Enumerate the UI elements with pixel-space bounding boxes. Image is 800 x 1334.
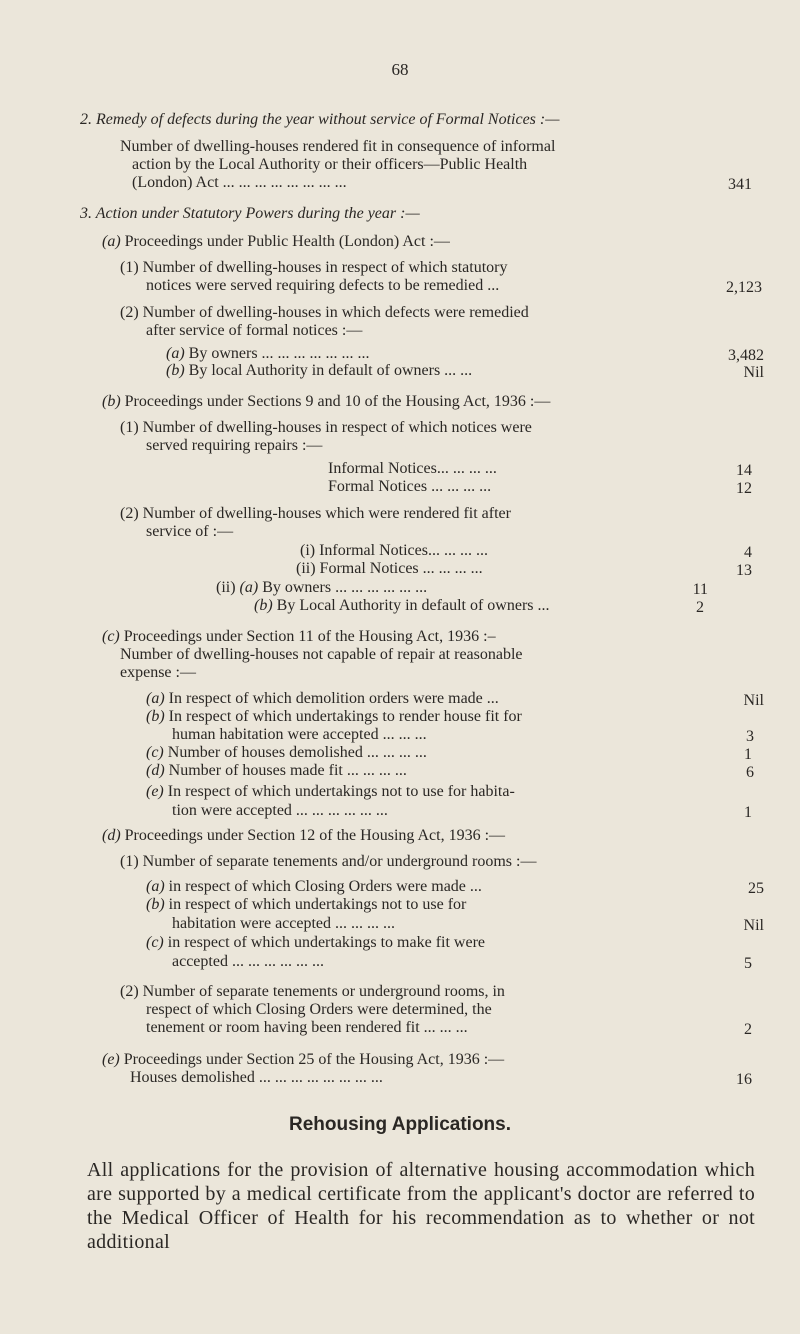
by-local-authority-value: 2	[696, 599, 704, 616]
section-3c-item-b	[146, 707, 522, 727]
rendered-fit-informal-value: 4	[744, 544, 752, 561]
section-3b-1-line-2: served requiring repairs :—	[146, 437, 323, 454]
item-label: (c)	[146, 744, 164, 761]
section-3b-2-line-1: (2) Number of dwelling-houses which were rendered fit after	[120, 505, 511, 522]
section-2-value: 341	[728, 176, 752, 193]
section-3e-heading	[102, 1050, 504, 1070]
section-3a-1-line-2: notices were served requiring defects to be remedied ...	[146, 277, 500, 294]
formal-notices-row: Formal Notices ... ... ... ...	[328, 478, 492, 495]
by-local-authority-label: (b)	[254, 597, 273, 614]
section-3e-line: Houses demolished ... ... ... ... ... ... ... ...	[130, 1069, 383, 1086]
section-3d-2-line-2: respect of which Closing Orders were determined, the	[146, 1001, 492, 1018]
section-3c-item-e-value: 1	[744, 804, 752, 821]
owners-value: 3,482	[728, 347, 764, 364]
section-3c-item-a	[146, 689, 499, 709]
section-3c-item-c-value: 1	[744, 746, 752, 763]
authority-label: (b)	[166, 362, 185, 379]
section-3b-heading	[102, 392, 550, 412]
item-label: (a)	[146, 878, 165, 895]
item-text: in respect of which Closing Orders were made ...	[168, 878, 482, 895]
section-3d-item-b	[146, 895, 466, 915]
section-3d-item-a	[146, 877, 482, 897]
section-3c-text: Proceedings under Section 11 of the Housing Act, 1936 :–	[123, 628, 496, 645]
section-3c-item-d	[146, 761, 407, 781]
section-3d-2-line-3: tenement or room having been rendered fit ... ... ...	[146, 1019, 468, 1036]
section-3a-label: (a)	[102, 233, 121, 250]
section-3b-text: Proceedings under Sections 9 and 10 of the Housing Act, 1936 :—	[124, 393, 551, 410]
rendered-fit-informal-row: (i) Informal Notices... ... ... ...	[300, 542, 488, 559]
item-text: in respect of which undertakings not to use for	[168, 896, 467, 913]
owners-label: (a)	[166, 345, 185, 362]
rehousing-paragraph: All applications for the provision of alternative housing accommodation which are supported by a medical certificate from the applicant's doctor are referred to the Medical Officer of Health for his recommendation as to whether or not additional	[87, 1159, 755, 1253]
section-3d-heading	[102, 826, 505, 846]
authority-row	[166, 361, 472, 381]
item-text: In respect of which demolition orders were made ...	[168, 690, 499, 707]
section-3c-item-b-value: 3	[746, 728, 754, 745]
section-3b-1-line-1: (1) Number of dwelling-houses in respect of which notices were	[120, 419, 532, 436]
section-3d-item-c	[146, 933, 485, 953]
section-3d-item-b-value: Nil	[743, 917, 764, 934]
section-3d-2-value: 2	[744, 1021, 752, 1038]
by-local-authority-row	[254, 596, 550, 616]
section-3c-heading	[102, 627, 496, 647]
by-owners-row	[216, 578, 427, 598]
section-3a-1-value: 2,123	[726, 279, 762, 296]
formal-notices-value: 12	[736, 480, 752, 497]
section-3c-item-c	[146, 743, 427, 763]
by-owners-label: (a)	[239, 579, 259, 596]
authority-text: By local Authority in default of owners ... ...	[188, 362, 473, 379]
section-3b-2-line-2: service of :—	[146, 523, 234, 540]
by-owners-text: By owners ... ... ... ... ... ...	[262, 579, 428, 596]
section-3c-item-a-value: Nil	[743, 692, 764, 709]
section-3c-line-2: expense :—	[120, 664, 196, 681]
section-3e-value: 16	[736, 1071, 752, 1088]
section-3b-label: (b)	[102, 393, 121, 410]
by-owners-prefix: (ii)	[216, 579, 236, 596]
informal-notices-value: 14	[736, 462, 752, 479]
rehousing-heading: Rehousing Applications.	[288, 1114, 512, 1135]
by-owners-value: 11	[692, 581, 708, 598]
section-3a-text: Proceedings under Public Health (London) Act :—	[124, 233, 450, 250]
item-text: in respect of which undertakings to make fit were	[167, 934, 485, 951]
item-text: In respect of which undertakings not to use for habita-	[167, 783, 515, 800]
rendered-fit-formal-row: (ii) Formal Notices ... ... ... ...	[296, 560, 483, 577]
item-label: (a)	[146, 690, 165, 707]
item-text: Number of houses demolished ... ... ... ...	[167, 744, 427, 761]
informal-notices-row: Informal Notices... ... ... ...	[328, 460, 497, 477]
by-local-authority-text: By Local Authority in default of owners ...	[276, 597, 550, 614]
section-3c-item-d-value: 6	[746, 764, 754, 781]
authority-value: Nil	[743, 364, 764, 381]
section-3d-item-c-line-2: accepted ... ... ... ... ... ...	[172, 953, 324, 970]
section-3c-item-e-line-2: tion were accepted ... ... ... ... ... ...	[172, 802, 388, 819]
section-3a-2-line-2: after service of formal notices :—	[146, 322, 363, 339]
item-label: (b)	[146, 896, 165, 913]
section-3d-item-b-line-2: habitation were accepted ... ... ... ...	[172, 915, 396, 932]
section-2-line-3: (London) Act ... ... ... ... ... ... ... ...	[132, 174, 347, 191]
section-3c-line-1: Number of dwelling-houses not capable of repair at reasonable	[120, 646, 523, 663]
section-3a-2-line-1: (2) Number of dwelling-houses in which defects were remedied	[120, 304, 529, 321]
item-label: (e)	[146, 783, 164, 800]
owners-text: By owners ... ... ... ... ... ... ...	[188, 345, 370, 362]
section-3e-label: (e)	[102, 1051, 120, 1068]
section-3d-2-line-1: (2) Number of separate tenements or underground rooms, in	[120, 983, 505, 1000]
item-label: (c)	[146, 934, 164, 951]
section-3d-item-c-value: 5	[744, 955, 752, 972]
section-3e-text: Proceedings under Section 25 of the Housing Act, 1936 :—	[123, 1051, 505, 1068]
section-3d-text: Proceedings under Section 12 of the Housing Act, 1936 :—	[124, 827, 506, 844]
section-3-heading: 3. Action under Statutory Powers during the year :—	[80, 205, 420, 222]
item-label: (b)	[146, 708, 165, 725]
section-3d-item-a-value: 25	[748, 880, 764, 897]
section-3c-item-b-line-2: human habitation were accepted ... ... ...	[172, 726, 427, 743]
section-3c-label: (c)	[102, 628, 120, 645]
section-3a-heading	[102, 232, 450, 252]
page-number: 68	[391, 60, 409, 79]
section-3d-label: (d)	[102, 827, 121, 844]
item-text: Number of houses made fit ... ... ... ...	[168, 762, 407, 779]
section-3a-1-line-1: (1) Number of dwelling-houses in respect of which statutory	[120, 259, 508, 276]
item-label: (d)	[146, 762, 165, 779]
section-2-line-1: Number of dwelling-houses rendered fit in consequence of informal	[120, 138, 556, 155]
rendered-fit-formal-value: 13	[736, 562, 752, 579]
section-3c-item-e	[146, 782, 515, 802]
section-3d-1-line-1: (1) Number of separate tenements and/or underground rooms :—	[120, 853, 537, 870]
item-text: In respect of which undertakings to render house fit for	[168, 708, 522, 725]
section-2-line-2: action by the Local Authority or their officers—Public Health	[132, 156, 528, 173]
section-2-heading: 2. Remedy of defects during the year without service of Formal Notices :—	[80, 111, 560, 128]
